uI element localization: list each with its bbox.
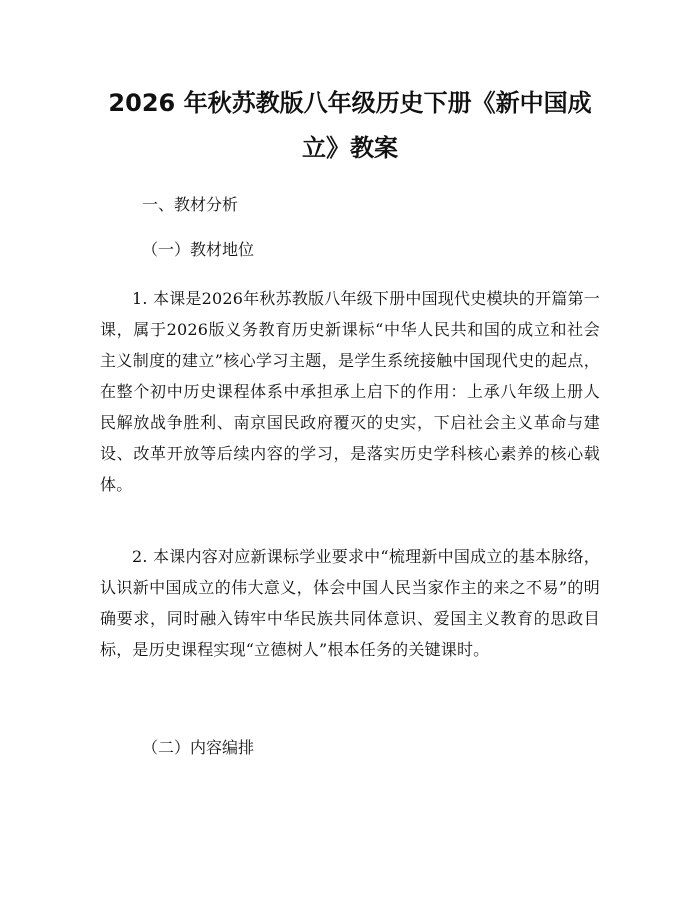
- subsection-heading-content-arrangement: （二）内容编排: [142, 738, 255, 757]
- document-title-line-2: 立》教案: [302, 134, 398, 162]
- subsection-heading-textbook-position: （一）教材地位: [142, 240, 255, 259]
- document-title-line-1: 2026 年秋苏教版八年级历史下册《新中国成: [108, 89, 592, 117]
- section-heading-textbook-analysis: 一、教材分析: [142, 195, 239, 214]
- paragraph-2: 2. 本课内容对应新课标学业要求中“梳理新中国成立的基本脉络，认识新中国成立的伟大意义，体会中国人民当家作主的来之不易”的明确要求，同时融入铸牢中华民族共同体意识、爱国主义教育的思政目标，是历史课程实现“立德树人”根本任务的关键课时。: [100, 547, 600, 659]
- paragraph-1: 1. 本课是2026年秋苏教版八年级下册中国现代史模块的开篇第一课，属于2026版义务教育历史新课标“中华人民共和国的成立和社会主义制度的建立”核心学习主题，是学生系统接触中国现代史的起点，在整个初中历史课程体系中承担承上启下的作用：上承八年级上册人民解放战争胜利、南京国民政府覆灭的史实，下启社会主义革命与建设、改革开放等后续内容的学习，是落实历史学科核心素养的核心载体。: [100, 289, 600, 494]
